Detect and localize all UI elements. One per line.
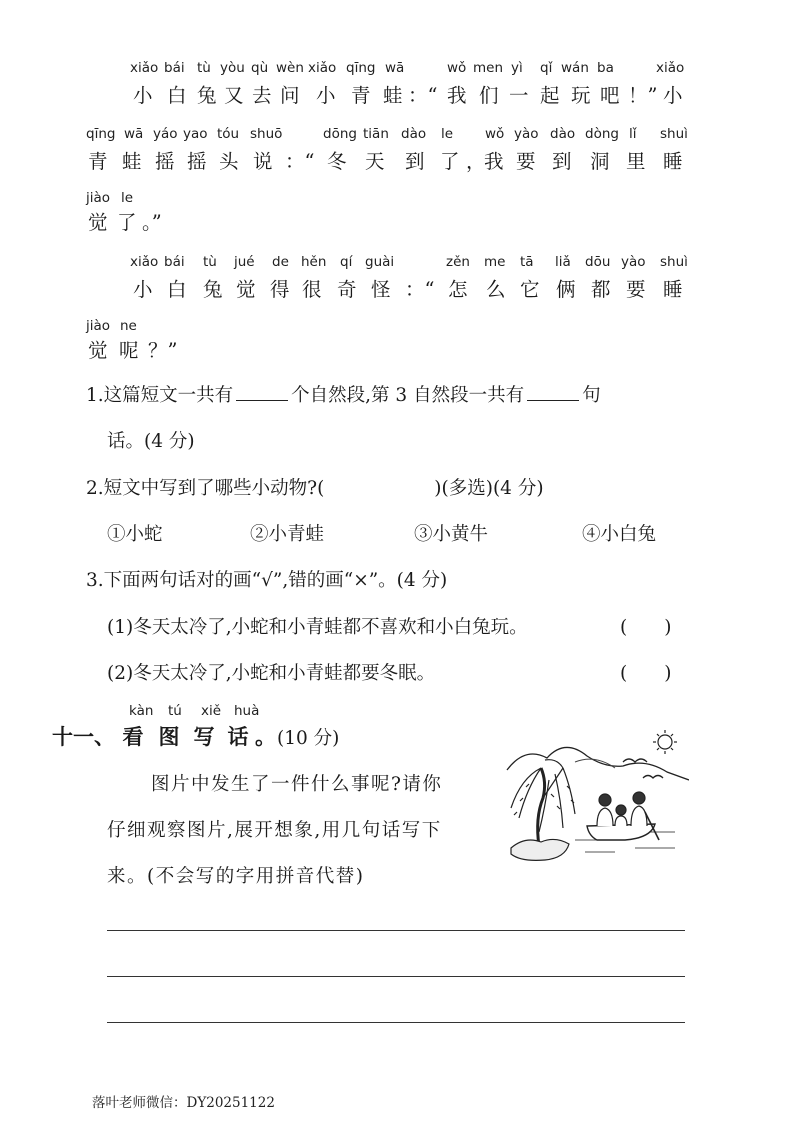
pinyin: wèn <box>276 60 304 76</box>
char: 冬 <box>327 150 347 173</box>
section-11-title <box>52 721 339 751</box>
bird-icon <box>643 776 663 779</box>
char: 吧 <box>600 84 620 107</box>
willow-tree-icon <box>511 760 575 846</box>
pinyin: jiào <box>86 318 111 334</box>
question-1-text-b: 个自然段,第 3 自然段一共有 <box>291 385 525 406</box>
pinyin: men <box>473 60 504 76</box>
answer-paren-2[interactable]: ( ) <box>620 663 672 684</box>
pinyin: shuō <box>250 126 283 142</box>
section-number: 十一、 <box>52 724 115 749</box>
char: 白 <box>167 84 187 107</box>
option-1: ①小蛇 <box>107 524 163 545</box>
title-char: 看 <box>122 724 144 749</box>
pinyin: le <box>121 190 134 206</box>
char: ！” <box>628 84 658 107</box>
char: 兔 <box>203 278 223 301</box>
char: 去 <box>252 84 272 107</box>
answer-blank-paragraphs[interactable] <box>236 382 288 401</box>
char: 里 <box>626 150 646 173</box>
question-1-text-a: 1.这篇短文一共有 <box>86 385 234 406</box>
char: 得 <box>270 278 290 301</box>
char: 很 <box>302 278 322 301</box>
char: ， <box>466 150 486 173</box>
pinyin: xiǎo <box>130 60 159 76</box>
writing-line[interactable] <box>107 976 685 977</box>
char: 怪 <box>371 278 391 301</box>
pinyin: hěn <box>301 254 327 270</box>
char: 兔 <box>197 84 217 107</box>
char: 了 <box>440 150 460 173</box>
question-1-text-c: 句 <box>582 385 601 406</box>
char: 说 <box>253 150 273 173</box>
char: 天 <box>365 150 385 173</box>
pinyin: kàn <box>129 703 154 719</box>
option-4: ④小白兔 <box>582 524 657 545</box>
char: 怎 <box>448 278 468 301</box>
sun-icon <box>653 730 677 754</box>
passage-line-3 <box>0 190 793 238</box>
char: 起 <box>540 84 560 107</box>
char: 蛙 <box>122 150 142 173</box>
question-2-suffix: )(多选)(4 分) <box>434 478 544 499</box>
pinyin: xiǎo <box>656 60 685 76</box>
passage-line-4 <box>0 254 793 302</box>
char: 到 <box>552 150 572 173</box>
char: 了 <box>117 211 137 234</box>
question-3-item-2: (2)冬天太冷了,小蛇和小青蛙都要冬眠。 <box>107 663 436 684</box>
char: 都 <box>591 278 611 301</box>
char: 它 <box>520 278 540 301</box>
char: 到 <box>405 150 425 173</box>
pinyin: wǒ <box>447 60 467 76</box>
char: 睡 <box>663 278 683 301</box>
question-3: 3.下面两句话对的画“√”,错的画“×”。(4 分) <box>86 570 448 591</box>
char: 玩 <box>571 84 591 107</box>
question-3-item-1: (1)冬天太冷了,小蛇和小青蛙都不喜欢和小白兔玩。 <box>107 617 528 638</box>
writing-line[interactable] <box>107 930 685 931</box>
pinyin: xiǎo <box>130 254 159 270</box>
writing-line[interactable] <box>107 1022 685 1023</box>
question-2 <box>86 474 544 500</box>
char: 要 <box>516 150 536 173</box>
pinyin: shuì <box>660 126 688 142</box>
section-11-pinyin <box>0 703 793 721</box>
char: ：“ <box>408 84 438 107</box>
pinyin: lǐ <box>629 126 637 142</box>
boat-trip-illustration <box>505 728 689 864</box>
char: ？” <box>148 339 178 362</box>
pinyin: liǎ <box>555 254 571 270</box>
char: 我 <box>484 150 504 173</box>
pinyin: zěn <box>446 254 470 270</box>
footer-contact: 落叶老师微信：DY20251122 <box>92 1095 275 1111</box>
char: 头 <box>219 150 239 173</box>
answer-paren-1[interactable]: ( ) <box>620 617 672 638</box>
pinyin: xiǎo <box>308 60 337 76</box>
char: 。” <box>142 211 162 234</box>
pinyin: jué <box>234 254 255 270</box>
question-1-line-2: 话。(4 分) <box>107 431 195 452</box>
pinyin: de <box>272 254 289 270</box>
pinyin: tù <box>203 254 217 270</box>
char: 青 <box>88 150 108 173</box>
question-2-prefix: 2.短文中写到了哪些小动物?( <box>86 478 325 499</box>
title-char: 写 <box>193 724 215 749</box>
char: 小 <box>663 84 683 107</box>
question-1 <box>86 381 601 407</box>
pinyin: qīng <box>86 126 116 142</box>
writing-prompt-line-3: 来。(不会写的字用拼音代替) <box>107 866 365 887</box>
pinyin: jiào <box>86 190 111 206</box>
char: 小 <box>316 84 336 107</box>
pinyin: qǐ <box>540 60 553 76</box>
pinyin: tiān <box>363 126 389 142</box>
pinyin: dōu <box>585 254 611 270</box>
pinyin: yào <box>621 254 646 270</box>
title-char: 图 <box>158 724 180 749</box>
pinyin: wā <box>124 126 144 142</box>
passage-line-5 <box>0 318 793 366</box>
pinyin: yáo <box>153 126 178 142</box>
pinyin: guài <box>365 254 395 270</box>
char: 洞 <box>590 150 610 173</box>
char: 问 <box>280 84 300 107</box>
char: 呢 <box>119 339 139 362</box>
pinyin: wǒ <box>485 126 505 142</box>
char: 睡 <box>663 150 683 173</box>
pinyin: me <box>484 254 506 270</box>
char: 白 <box>167 278 187 301</box>
pinyin: yì <box>511 60 523 76</box>
char: 们 <box>479 84 499 107</box>
pinyin: ne <box>120 318 137 334</box>
pinyin: yòu <box>220 60 245 76</box>
pinyin: yào <box>514 126 539 142</box>
pinyin: wán <box>561 60 589 76</box>
pinyin: dōng <box>323 126 357 142</box>
char: 小 <box>133 278 153 301</box>
char: 奇 <box>337 278 357 301</box>
option-2: ②小青蛙 <box>250 524 325 545</box>
option-3: ③小黄牛 <box>414 524 489 545</box>
pinyin: qīng <box>346 60 376 76</box>
passage-line-1 <box>0 60 793 108</box>
writing-prompt-line-1: 图片中发生了一件什么事呢?请你 <box>151 774 443 795</box>
pinyin: ba <box>597 60 614 76</box>
pinyin: tóu <box>217 126 240 142</box>
passage-line-2 <box>0 126 793 174</box>
title-period: 。 <box>255 724 276 749</box>
pinyin: le <box>441 126 454 142</box>
char: 我 <box>447 84 467 107</box>
char: 摇 <box>187 150 207 173</box>
pinyin: shuì <box>660 254 688 270</box>
pinyin: yao <box>183 126 208 142</box>
pinyin: bái <box>164 254 185 270</box>
char: ：“ <box>285 150 315 173</box>
pinyin: dòng <box>585 126 619 142</box>
char: 么 <box>486 278 506 301</box>
pinyin: qí <box>340 254 353 270</box>
char: 觉 <box>236 278 256 301</box>
char: 蛙 <box>383 84 403 107</box>
title-char: 话 <box>227 724 249 749</box>
writing-prompt-line-2: 仔细观察图片,展开想象,用几句话写下 <box>107 820 442 841</box>
char: 俩 <box>556 278 576 301</box>
boat-icon <box>587 824 655 840</box>
char: 觉 <box>88 211 108 234</box>
char: ：“ <box>405 278 435 301</box>
pinyin: dào <box>550 126 576 142</box>
pinyin: wā <box>385 60 405 76</box>
pinyin: qù <box>251 60 269 76</box>
char: 摇 <box>155 150 175 173</box>
pinyin: huà <box>234 703 260 719</box>
char: 一 <box>509 84 529 107</box>
bird-icon <box>623 759 647 762</box>
char: 青 <box>351 84 371 107</box>
answer-blank-sentences[interactable] <box>527 382 579 401</box>
char: 要 <box>626 278 646 301</box>
char: 觉 <box>88 339 108 362</box>
section-score: (10 分) <box>277 728 340 749</box>
pinyin: bái <box>164 60 185 76</box>
pinyin: tù <box>197 60 211 76</box>
pinyin: tú <box>168 703 182 719</box>
char: 小 <box>133 84 153 107</box>
pinyin: tā <box>520 254 534 270</box>
char: 又 <box>224 84 244 107</box>
pinyin: xiě <box>201 703 222 719</box>
pinyin: dào <box>401 126 427 142</box>
